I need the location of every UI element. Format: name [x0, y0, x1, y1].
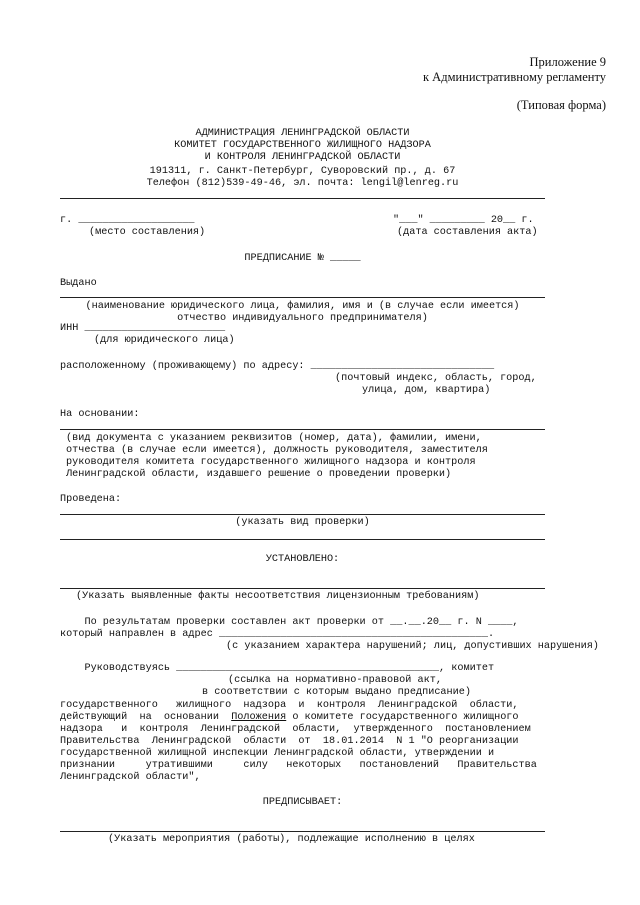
- guided-caption-1: (ссылка на нормативно-правовой акт,: [228, 675, 442, 686]
- guided-paragraph-line-6: признании утратившими силу некоторых постановлений Правительства: [60, 760, 537, 771]
- guided-paragraph-line-4: Правительства Ленинградской области от 18.01.2014 N 1 "О реорганизации: [60, 736, 519, 747]
- address-caption-2: улица, дом, квартира): [362, 385, 491, 396]
- guided-paragraph-line-5: государственной жилищной инспекции Ленинградской области, утверждении и: [60, 748, 495, 759]
- issued-label: Выдано: [60, 278, 97, 289]
- header-divider: [60, 198, 545, 199]
- basis-caption-1: (вид документа с указанием реквизитов (номер, дата), фамилии, имени,: [66, 433, 482, 444]
- inspection-label: Проведена:: [60, 494, 122, 505]
- regulation-link[interactable]: Положения: [231, 712, 287, 723]
- act-sent-to-line: который направлен в адрес ____________________________________________.: [60, 629, 495, 640]
- issued-caption-2: отчество индивидуального предпринимателя): [177, 313, 428, 324]
- place-field: г. ___________________: [60, 215, 195, 226]
- place-caption: (место составления): [89, 227, 206, 238]
- appendix-line-2: к Административному регламенту: [422, 70, 606, 84]
- basis-caption-4: Ленинградской области, издавшего решение о проведении проверки): [66, 469, 452, 480]
- guided-paragraph-line-7: Ленинградской области",: [60, 772, 201, 783]
- prescribes-title: ПРЕДПИСЫВАЕТ:: [262, 797, 343, 808]
- basis-caption-2: отчества (в случае если имеется), должность руководителя, заместителя: [66, 445, 488, 456]
- org-contacts: Телефон (812)539-49-46, эл. почта: lengil@lenreg.ru: [146, 178, 459, 189]
- guided-paragraph-text: действующий на основании: [60, 712, 232, 723]
- act-reference-line: По результатам проверки составлен акт проверки от __.__.20__ г. N ____,: [60, 617, 519, 628]
- address-caption-1: (почтовый индекс, область, город,: [335, 373, 537, 384]
- established-title: УСТАНОВЛЕНО:: [265, 554, 340, 565]
- inspection-caption: (указать вид проверки): [235, 517, 370, 528]
- inn-field: ИНН _______________________: [60, 323, 226, 334]
- guided-paragraph-line-3: надзора и контроля Ленинградской области, утвержденного постановлением: [60, 724, 531, 735]
- basis-caption-3: руководителя комитета государственного жилищного надзора и контроля: [66, 457, 476, 468]
- basis-fill-line: [60, 429, 545, 430]
- guided-caption-2: в соответствии с которым выдано предписание): [202, 687, 471, 698]
- guided-by-line: Руководствуясь ___________________________________________, комитет: [60, 663, 495, 674]
- established-caption: (Указать выявленные факты несоответствия лицензионным требованиям): [76, 591, 480, 602]
- org-name-line-1: АДМИНИСТРАЦИЯ ЛЕНИНГРАДСКОЙ ОБЛАСТИ: [195, 128, 410, 139]
- inspection-fill-line-2: [60, 539, 545, 540]
- inn-caption: (для юридического лица): [94, 335, 235, 346]
- org-name-line-3: И КОНТРОЛЯ ЛЕНИНГРАДСКОЙ ОБЛАСТИ: [204, 152, 401, 163]
- violations-caption: (с указанием характера нарушений; лиц, допустивших нарушения): [226, 641, 599, 652]
- form-type-label: (Типовая форма): [516, 98, 606, 112]
- date-field: "___" _________ 20__ г.: [393, 215, 534, 226]
- prescribes-fill-line: [60, 831, 545, 832]
- issued-fill-line: [60, 297, 545, 298]
- basis-label: На основании:: [60, 409, 140, 420]
- appendix-line-1: Приложение 9: [529, 55, 606, 69]
- date-caption: (дата составления акта): [397, 227, 538, 238]
- issued-caption-1: (наименование юридического лица, фамилия, имя и (в случае если имеется): [85, 301, 520, 312]
- established-fill-line: [60, 588, 545, 589]
- guided-paragraph-text-2: о комитете государственного жилищного: [286, 712, 519, 723]
- guided-paragraph-line-1: государственного жилищного надзора и контроля Ленинградской области,: [60, 700, 519, 711]
- prescribes-caption: (Указать мероприятия (работы), подлежащие исполнению в целях: [108, 834, 475, 845]
- document-title: ПРЕДПИСАНИЕ № _____: [244, 253, 361, 264]
- org-name-line-2: КОМИТЕТ ГОСУДАРСТВЕННОГО ЖИЛИЩНОГО НАДЗОРА: [174, 140, 431, 151]
- inspection-fill-line: [60, 514, 545, 515]
- guided-paragraph-line-2: [60, 712, 519, 724]
- address-field: расположенному (проживающему) по адресу: ______________________________: [60, 361, 495, 372]
- org-address: 191311, г. Санкт-Петербург, Суворовский пр., д. 67: [149, 166, 456, 177]
